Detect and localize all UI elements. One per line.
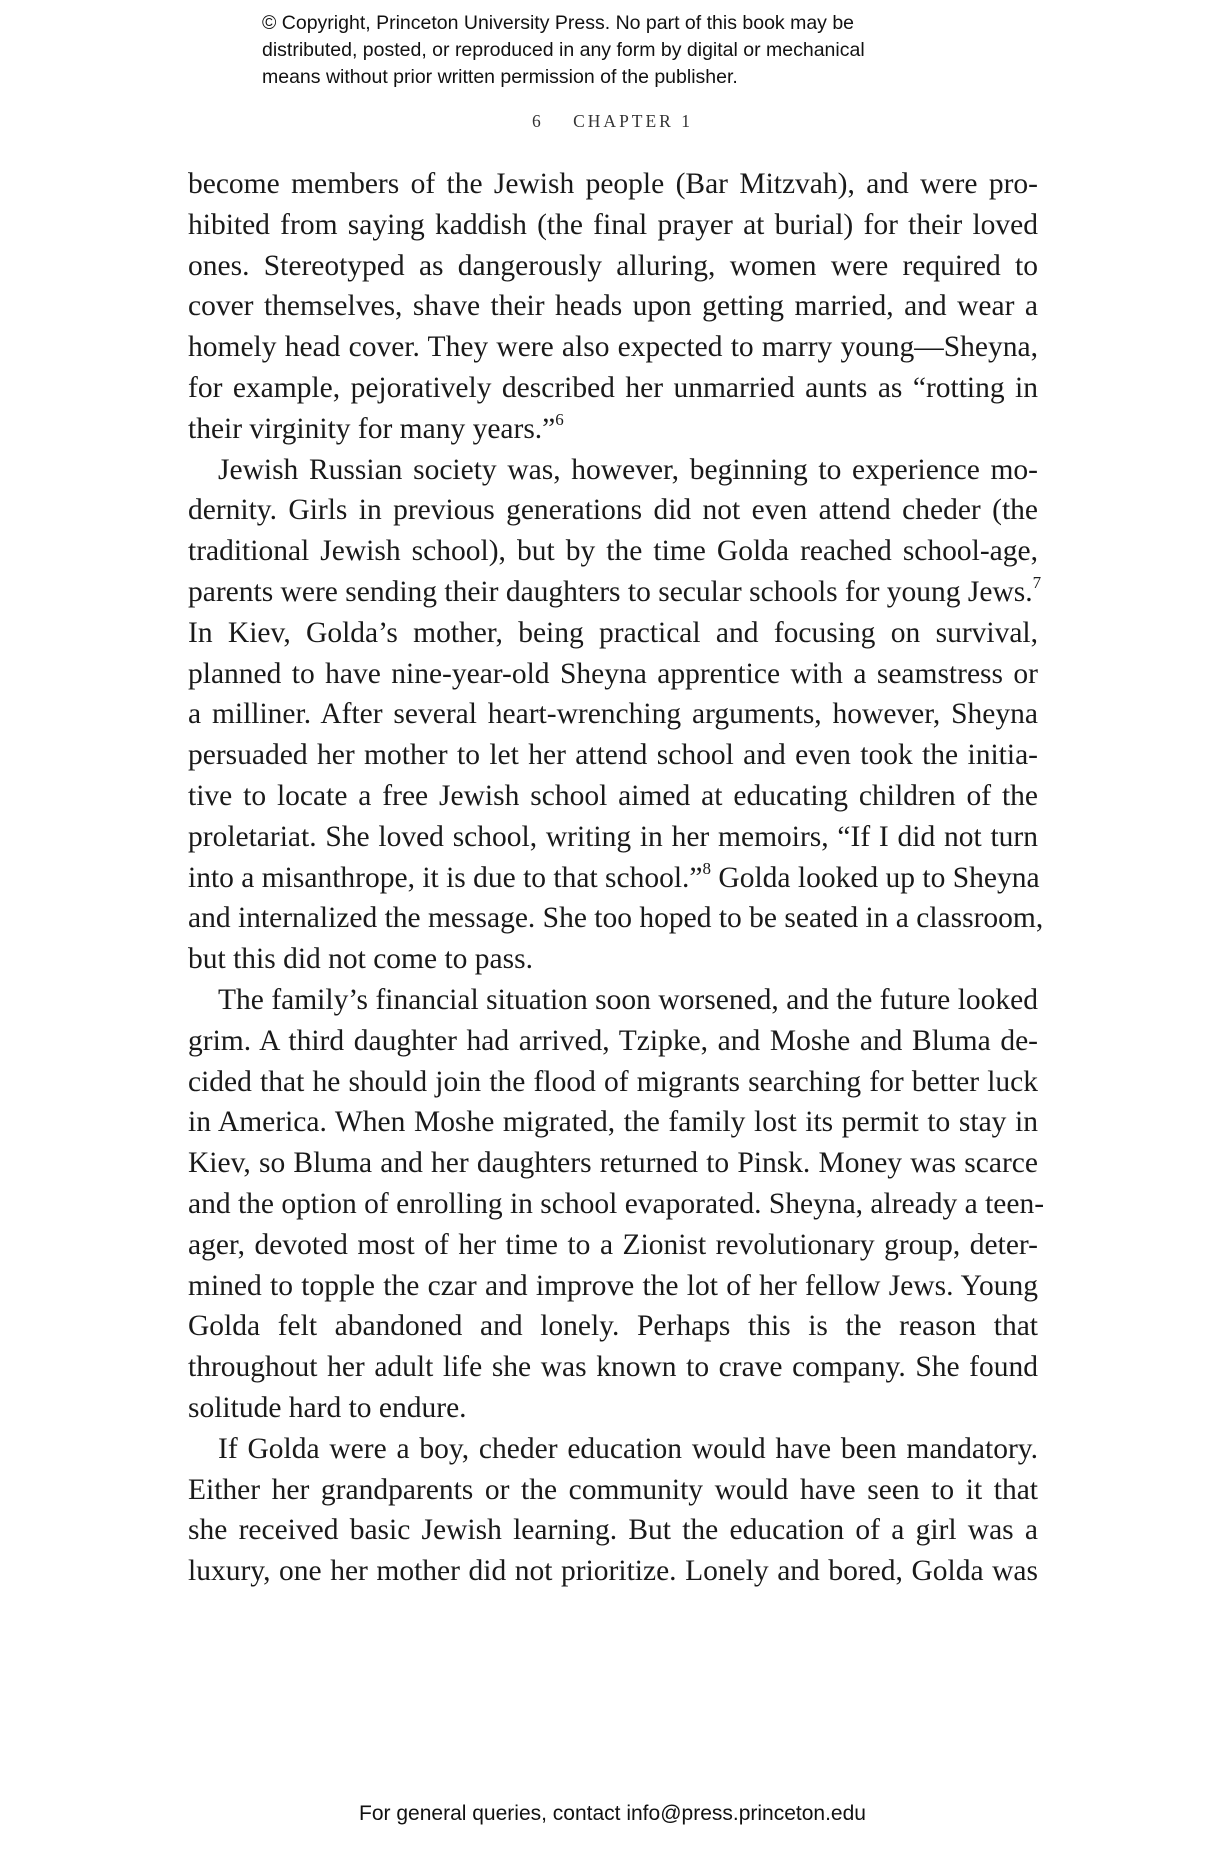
- text-line: [188, 409, 1038, 450]
- text-line: for example, pejoratively described her unmarried aunts as “rotting in: [188, 371, 1038, 404]
- copyright-line: distributed, posted, or reproduced in any form by digital or mechanical: [262, 39, 865, 61]
- text-line: but this did not come to pass.: [188, 943, 533, 976]
- text-segment: parents were sending their daughters to secular schools for young Jews.: [188, 575, 1033, 608]
- text-line: If Golda were a boy, cheder education would have been mandatory.: [218, 1432, 1038, 1465]
- text-line: ager, devoted most of her time to a Zionist revolutionary group, deter-: [188, 1228, 1038, 1261]
- text-line: cided that he should join the flood of migrants searching for better luck: [188, 1065, 1038, 1098]
- copyright-notice: [262, 10, 1022, 91]
- text-line: become members of the Jewish people (Bar Mitzvah), and were pro-: [188, 168, 1038, 200]
- copyright-line: © Copyright, Princeton University Press. No part of this book may be: [262, 12, 855, 34]
- text-line: a milliner. After several heart-wrenching arguments, however, Sheyna: [188, 698, 1038, 731]
- text-line: luxury, one her mother did not prioritize. Lonely and bored, Golda was: [188, 1555, 1038, 1588]
- text-line: planned to have nine-year-old Sheyna apprentice with a seamstress or: [188, 657, 1038, 690]
- text-line: mined to topple the czar and improve the lot of her fellow Jews. Young: [188, 1269, 1038, 1302]
- text-line: Jewish Russian society was, however, beginning to experience mo-: [218, 453, 1038, 486]
- text-line: Either her grandparents or the community would have seen to it that: [188, 1473, 1038, 1506]
- text-segment: Golda looked up to Sheyna: [711, 861, 1040, 894]
- footnote-marker: 8: [702, 858, 712, 878]
- text-line: she received basic Jewish learning. But the education of a girl was a: [188, 1514, 1038, 1547]
- text-line: dernity. Girls in previous generations did not even attend cheder (the: [188, 494, 1038, 527]
- text-line: and internalized the message. She too hoped to be seated in a classroom,: [188, 902, 1044, 935]
- page-number: 6: [532, 111, 544, 131]
- copyright-line: means without prior written permission of the publisher.: [262, 66, 738, 88]
- text-line: tive to locate a free Jewish school aimed at educating children of the: [188, 779, 1038, 812]
- running-head: [0, 111, 1225, 132]
- text-line: In Kiev, Golda’s mother, being practical and focusing on survival,: [188, 616, 1038, 649]
- text-line: proletariat. She loved school, writing in her memoirs, “If I did not turn: [188, 820, 1038, 853]
- text-line: homely head cover. They were also expected to marry young—Sheyna,: [188, 331, 1038, 364]
- text-line: in America. When Moshe migrated, the family lost its permit to stay in: [188, 1106, 1038, 1139]
- text-line: hibited from saying kaddish (the final prayer at burial) for their loved: [188, 208, 1038, 241]
- text-line: solitude hard to endure.: [188, 1391, 467, 1424]
- text-line: cover themselves, shave their heads upon getting married, and wear a: [188, 290, 1038, 323]
- text-line: Golda felt abandoned and lonely. Perhaps this is the reason that: [188, 1310, 1038, 1343]
- text-line: throughout her adult life she was known to crave company. She found: [188, 1351, 1038, 1384]
- chapter-label: CHAPTER 1: [573, 111, 693, 131]
- text-line: persuaded her mother to let her attend school and even took the initia-: [188, 739, 1038, 772]
- body-text: [188, 164, 1045, 1592]
- text-segment: into a misanthrope, it is due to that school.”: [188, 861, 703, 894]
- text-line: Kiev, so Bluma and her daughters returned to Pinsk. Money was scarce: [188, 1147, 1038, 1180]
- text-line: grim. A third daughter had arrived, Tzipke, and Moshe and Bluma de-: [188, 1024, 1038, 1057]
- text-segment: their virginity for many years.”: [188, 412, 556, 445]
- footer-contact: For general queries, contact info@press.princeton.edu: [359, 1802, 866, 1825]
- footnote-marker: 7: [1032, 572, 1042, 592]
- text-line: and the option of enrolling in school evaporated. Sheyna, already a teen-: [188, 1187, 1045, 1220]
- text-line: [188, 858, 1038, 899]
- text-line: traditional Jewish school), but by the time Golda reached school-age,: [188, 535, 1038, 568]
- text-line: The family’s financial situation soon worsened, and the future looked: [218, 983, 1038, 1016]
- text-line: ones. Stereotyped as dangerously alluring, women were required to: [188, 249, 1038, 282]
- footnote-marker: 6: [555, 409, 564, 429]
- text-line: [188, 572, 1042, 613]
